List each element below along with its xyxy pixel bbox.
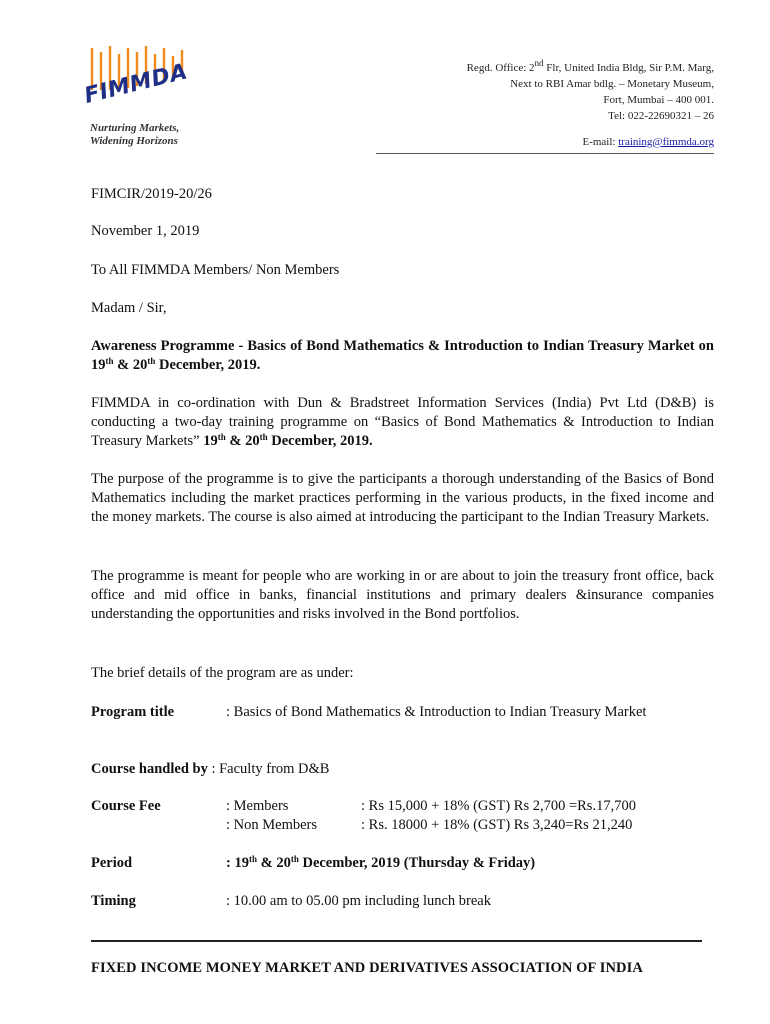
circular-reference: FIMCIR/2019-20/26: [91, 186, 212, 202]
email-link[interactable]: training@fimmda.org: [618, 136, 714, 148]
address-line-2: Next to RBI Amar bdlg. – Monetary Museum,: [510, 78, 714, 90]
details-intro: The brief details of the program are as under:: [91, 665, 354, 681]
program-title-label: Program title: [91, 704, 175, 720]
email-label: E-mail:: [582, 136, 619, 148]
fimmda-logo: [81, 44, 206, 149]
logo-tagline: [90, 122, 220, 148]
footer-divider: [91, 940, 702, 942]
timing-label: Timing: [91, 893, 136, 909]
office-address: [467, 60, 714, 124]
address-line-4: Tel: 022-22690321 – 26: [608, 110, 714, 122]
timing-value: : 10.00 am to 05.00 pm including lunch break: [226, 893, 491, 909]
course-handled-label: Course handled by: [91, 761, 208, 777]
address-line-1: Regd. Office: 2nd Flr, United India Bldg, Sir P.M. Marg,: [466, 58, 714, 74]
logo-tagline-line-1: Nurturing Markets,: [90, 122, 180, 134]
program-title-value: : Basics of Bond Mathematics & Introduction to Indian Treasury Market: [226, 704, 647, 720]
email-line: [582, 136, 714, 148]
fee-members-label: : Members: [226, 798, 289, 814]
paragraph-intro: FIMMDA in co-ordination with Dun & Bradstreet Information Services (India) Pvt Ltd (D&B) is conducting a two-day training programme on “Basics of Bond Mathematics & Introduction to Indian Treasury Markets” 19th & 20th December, 2019.: [91, 395, 714, 449]
logo-tagline-line-2: Widening Horizons: [90, 135, 178, 147]
period-value: : 19th & 20th December, 2019 (Thursday & Friday): [226, 854, 536, 871]
subject-line: Awareness Programme - Basics of Bond Mathematics & Introduction to Indian Treasury Market on 19th & 20th December, 2019.: [91, 338, 714, 373]
fee-nonmembers-value: : Rs. 18000 + 18% (GST) Rs 3,240=Rs 21,240: [361, 817, 633, 833]
salutation: Madam / Sir,: [91, 300, 167, 316]
fee-nonmembers-label: : Non Members: [226, 817, 318, 833]
footer-association-name: FIXED INCOME MONEY MARKET AND DERIVATIVES ASSOCIATION OF INDIA: [91, 960, 643, 976]
course-handled-row: [91, 760, 329, 779]
recipient-line: To All FIMMDA Members/ Non Members: [91, 262, 340, 278]
period-label: Period: [91, 855, 133, 871]
address-line-3: Fort, Mumbai – 400 001.: [603, 94, 714, 106]
logo-wordmark: FIMMDA: [81, 59, 191, 109]
paragraph-purpose: The purpose of the programme is to give the participants a thorough understanding of the Basics of Bond Mathematics including the market practices performing in the various products, in the fixed income and the money markets. The course is also aimed at introducing the participant to the Indian Treasury Markets.: [91, 471, 714, 525]
letter-date: November 1, 2019: [91, 223, 200, 239]
fee-members-value: : Rs 15,000 + 18% (GST) Rs 2,700 =Rs.17,700: [361, 798, 636, 814]
header-divider: [376, 153, 714, 154]
course-handled-value: : Faculty from D&B: [207, 761, 330, 777]
course-fee-label: Course Fee: [91, 798, 161, 814]
paragraph-audience: The programme is meant for people who are working in or are about to join the treasury front office, back office and mid office in banks, financial institutions and primary dealers &insurance companies understanding the opportunities and risks involved in the Bond portfolios.: [91, 568, 714, 622]
